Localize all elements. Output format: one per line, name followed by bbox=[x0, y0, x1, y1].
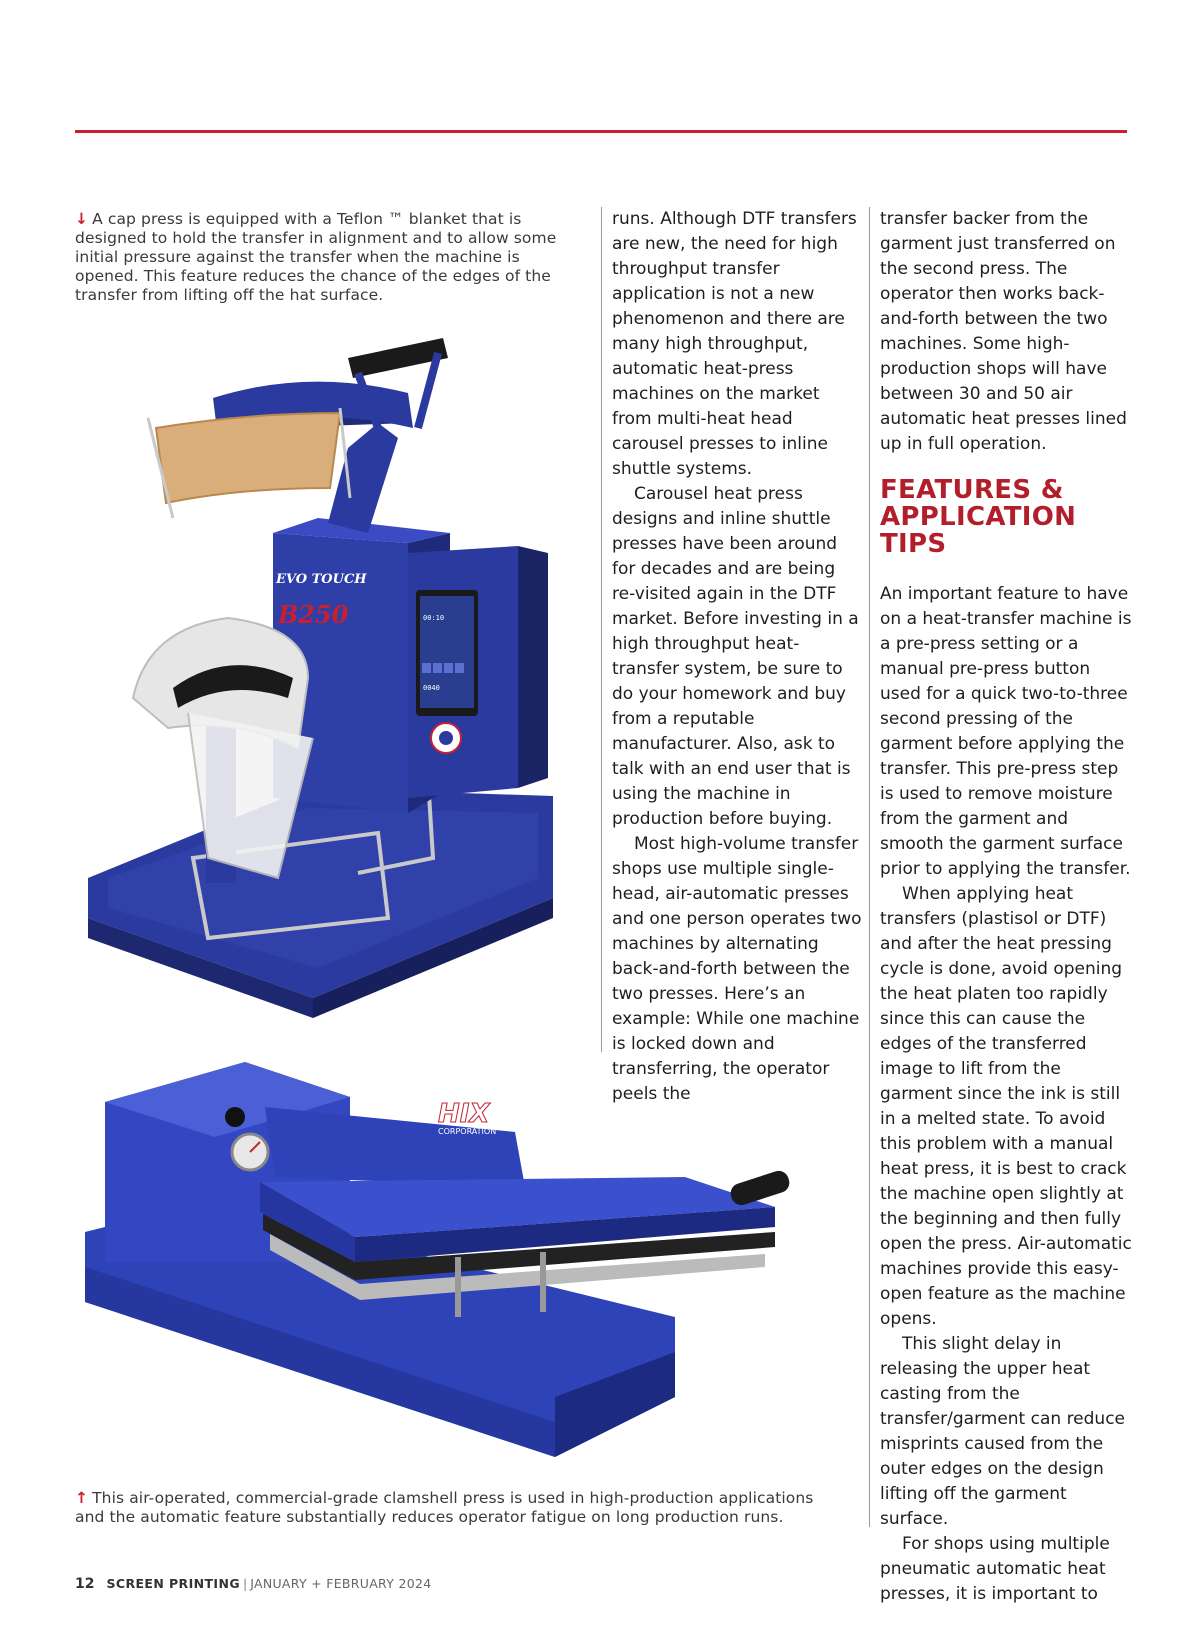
paragraph: When applying heat transfers (plastisol or DTF) and after the heat pressing cycle is done, avoid opening the heat platen too rapidly since this can cause the edges of the transferred image to lift from the garment since the ink is still in a melted state. To avoid this problem with a manual heat press, it is best to crack the machine open slightly at the beginning and then fully open the press. Air-automatic machines provide this easy-open feature as the machine opens. bbox=[880, 884, 1132, 1329]
screen-time: 00:10 bbox=[423, 614, 445, 622]
brand-corporation: CORPORATION bbox=[438, 1127, 497, 1136]
evo-touch-label: EVO TOUCH bbox=[276, 572, 367, 587]
caption-cap-press bbox=[75, 210, 580, 305]
paragraph: Most high-volume transfer shops use multiple single-head, air-automatic presses and one person operates two machines by alternating back-and-forth between the two presses. Here’s an example: While one machine is locked down and transferring, the operator peels the bbox=[612, 834, 862, 1104]
article-right-column bbox=[880, 207, 1132, 1607]
clamshell-press-image bbox=[85, 1062, 845, 1467]
page-number: 12 bbox=[75, 1576, 95, 1592]
model-label: B250 bbox=[278, 600, 349, 629]
page-footer bbox=[75, 1576, 431, 1592]
arrow-up-icon: ↑ bbox=[75, 1489, 89, 1507]
screen-temp: 0040 bbox=[423, 684, 440, 692]
caption-clamshell-press-text: This air-operated, commercial-grade clamshell press is used in high-production applications and the automatic feature substantially reduces operator fatigue on long production runs. bbox=[75, 1489, 814, 1526]
paragraph: runs. Although DTF transfers are new, the need for high throughput transfer application is not a new phenomenon and there are many high throughput, automatic heat-press machines on the market from multi-heat head carousel presses to inline shuttle systems. bbox=[612, 209, 857, 479]
section-heading: FEATURES & APPLICATION TIPS bbox=[880, 475, 1077, 559]
column-divider-2 bbox=[869, 207, 870, 1527]
paragraph: Carousel heat press designs and inline shuttle presses have been around for decades and are being re-visited again in the DTF market. Before investing in a high throughput heat-transfer system, be sure to do your homework and buy from a reputable manufacturer. Also, ask to talk with an end user that is using the machine in production before buying. bbox=[612, 484, 859, 829]
paragraph: For shops using multiple pneumatic automatic heat presses, it is important to bbox=[880, 1534, 1110, 1604]
cap-press-image bbox=[78, 318, 578, 1018]
issue-date: JANUARY + FEBRUARY 2024 bbox=[250, 1576, 432, 1591]
header-rule bbox=[75, 130, 1127, 133]
paragraph: transfer backer from the garment just transferred on the second press. The operator then works back-and-forth between the two machines. Some high-production shops will have between 30 and 50 air automatic heat presses lined up in full operation. bbox=[880, 209, 1127, 454]
article-middle-column bbox=[612, 207, 862, 1107]
footer-separator: | bbox=[242, 1576, 248, 1591]
paragraph: This slight delay in releasing the upper heat casting from the transfer/garment can reduce misprints caused from the outer edges on the design lifting off the garment surface. bbox=[880, 1334, 1126, 1529]
paragraph: An important feature to have on a heat-transfer machine is a pre-press setting or a manual pre-press button used for a quick two-to-three second pressing of the garment before applying the transfer. This pre-press step is used to remove moisture from the garment and smooth the garment surface prior to applying the transfer. bbox=[880, 584, 1132, 879]
brand-hix: HIX bbox=[438, 1099, 490, 1129]
column-divider-1 bbox=[601, 207, 602, 1052]
arrow-down-icon: ↓ bbox=[75, 210, 89, 228]
caption-clamshell-press bbox=[75, 1489, 845, 1527]
magazine-name: SCREEN PRINTING bbox=[106, 1576, 240, 1591]
caption-cap-press-text: A cap press is equipped with a Teflon ™ blanket that is designed to hold the transfer in alignment and to allow some initial pressure against the transfer when the machine is opened. This feature reduces the chance of the edges of the transfer from lifting off the hat surface. bbox=[75, 210, 557, 304]
